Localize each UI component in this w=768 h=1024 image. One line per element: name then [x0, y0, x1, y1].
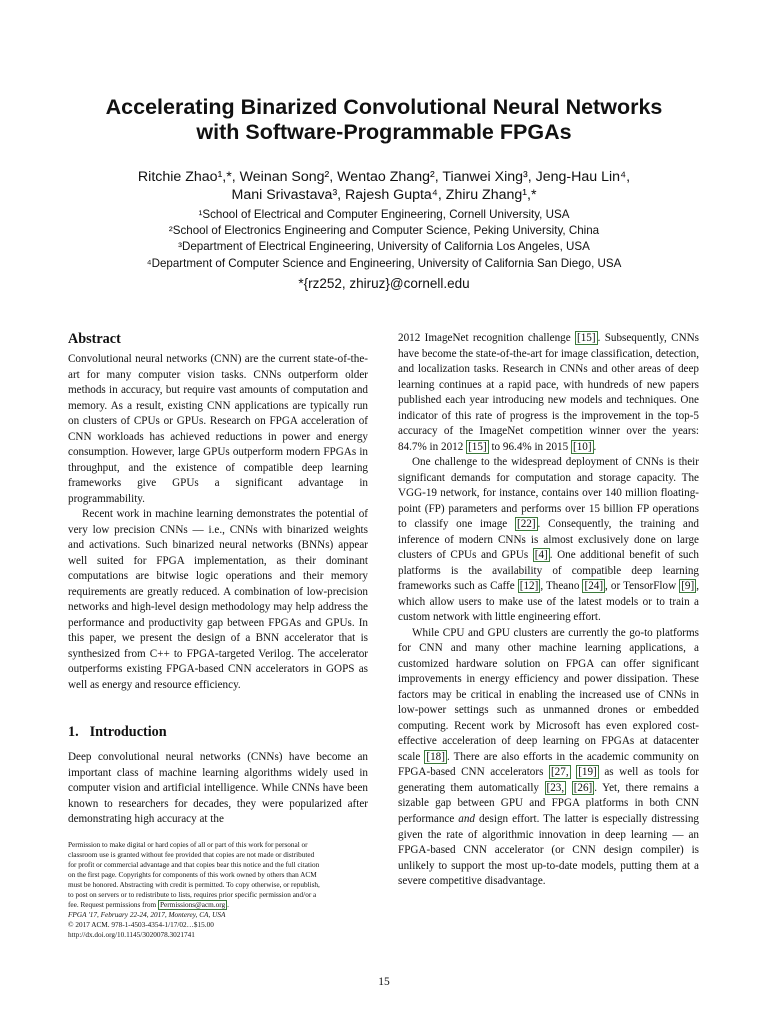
right-paragraph-1	[398, 331, 699, 455]
citation-link[interactable]: [27,	[550, 766, 569, 779]
authors-line-1: Ritchie Zhao¹,*, Weinan Song², Wentao Zhang², Tianwei Xing³, Jeng-Hau Lin⁴,	[137, 169, 631, 185]
text-run: , which allow users to make use of the latest models or to train a custom network with little engineering effort.	[398, 580, 700, 624]
abstract-paragraph-1: Convolutional neural networks (CNN) are the current state-of-the-art for many computer vision tasks. CNNs outperform older methods in accuracy, but require vast amounts of computation and memory. As a result, existing CNN applications are typically run on clusters of CPUs or GPUs. Research on FPGA acceleration of CNN workloads has achieved reductions in power and energy consumption. However, large GPUs outperform modern FPGAs in throughput, and the existence of compatible deep learning frameworks give GPUs a significant advantage in programmability.	[68, 353, 368, 505]
doi-link[interactable]: http://dx.doi.org/10.1145/3020078.3021741	[68, 931, 195, 939]
text-run: to 96.4% in 2015	[488, 440, 571, 453]
footnote-line: classroom use is granted without fee provided that copies are not made or distributed	[68, 851, 315, 859]
conference-info: FPGA '17, February 22-24, 2017, Monterey, CA, USA	[68, 911, 226, 919]
footnote-line: Permission to make digital or hard copies of all or part of this work for personal or	[68, 841, 308, 849]
text-run: , Theano	[540, 580, 583, 593]
text-run: One challenge to the widespread deployment of CNNs is their significant demands for computation and storage capacity. The VGG-19 network, for instance, contains over 140 million floating-point (FP) parameters and performs over 15 billion FP operations to classify one image	[398, 456, 699, 531]
text-run: as well as tools for generating them automatically	[398, 766, 699, 794]
citation-link[interactable]: [12]	[519, 580, 539, 593]
right-column	[398, 331, 699, 890]
citation-link[interactable]: [4]	[534, 549, 548, 562]
text-run: . Yet, there remains a sizable gap between GPU and FPGA platforms in both CNN performance	[398, 781, 699, 825]
text-run: While CPU and GPU clusters are currently the go-to platforms for CNN and many other machine learning applications, a customized hardware solution on FPGA can offer significant improvements in energy efficiency and power dissipation. These factors may be critical in enabling the increased use of CNNs in low-power settings such as unmanned drones or embedded computing. Recent work by Microsoft has even explored cost-effective acceleration of deep learning on FPGAs at datacenter scale	[398, 626, 699, 763]
abstract-paragraph-2: Recent work in machine learning demonstrates the potential of very low precision CNNs — i.e., CNNs with binarized weights and activations. Such binarized neural networks (BNNs) appear well suited for FPGA implementation, as their dominant computations are bitwise logic operations and their memory requirements are greatly reduced. A combination of low-precision networks and high-level design methodology may help address the performance and productivity gap between FPGAs and GPUs. In this paper, we present the design of a BNN accelerator that is synthesized from C++ to FPGA-targeted Verilog. The accelerator outperforms existing FPGA-based CNN accelerators in GOPS as well as energy and resource efficiency.	[68, 508, 368, 691]
section-number: 1.	[68, 724, 79, 741]
permission-footnote	[68, 840, 368, 940]
footnote-line: must be honored. Abstracting with credit is permitted. To copy otherwise, or republish,	[68, 881, 320, 889]
citation-link[interactable]: [24]	[584, 580, 604, 593]
affiliation-3: ³Department of Electrical Engineering, University of California Los Angeles, USA	[178, 240, 590, 254]
abstract-heading: Abstract	[68, 331, 121, 347]
section-title: Introduction	[89, 724, 167, 741]
section-heading-introduction	[68, 723, 368, 741]
footnote-text: fee. Request permissions from	[68, 901, 159, 909]
citation-link[interactable]: [19]	[578, 766, 597, 779]
paper-title	[40, 95, 728, 145]
citation-link[interactable]: [22]	[516, 518, 536, 531]
title-line-1: Accelerating Binarized Convolutional Neural Networks	[105, 95, 663, 119]
intro-paragraph-1: Deep convolutional neural networks (CNNs) have become an important class of machine learning algorithms widely used in computer vision and artificial intelligence. While CNNs have been known to researchers for decades, they were popularized after demonstrating high accuracy at the	[68, 751, 368, 826]
affiliation-1: ¹School of Electrical and Computer Engineering, Cornell University, USA	[198, 208, 570, 221]
affiliation-4: ⁴Department of Computer Science and Engineering, University of California San Diego, USA	[146, 256, 622, 270]
copyright-line: © 2017 ACM. 978-1-4503-4354-1/17/02…$15.00	[68, 921, 214, 929]
footnote-line: to post on servers or to redistribute to lists, requires prior specific permission and/or a	[68, 891, 317, 899]
text-run: , or TensorFlow	[605, 580, 680, 593]
right-paragraph-3	[398, 626, 699, 890]
affiliation-2: ²School of Electronics Engineering and Computer Science, Peking University, China	[168, 224, 600, 238]
emphasis-and: and	[458, 812, 475, 825]
authors-line-2: Mani Srivastava³, Rajesh Gupta⁴, Zhiru Zhang¹,*	[231, 186, 537, 203]
contact-email: *{rz252, zhiruz}@cornell.edu	[298, 276, 470, 291]
citation-link[interactable]: [18]	[426, 750, 445, 763]
footnote-line	[68, 900, 368, 910]
citation-link[interactable]: [10]	[572, 440, 592, 453]
right-paragraph-2	[398, 455, 699, 626]
citation-link[interactable]: [9]	[681, 580, 695, 593]
citation-link[interactable]: [26]	[573, 781, 593, 794]
citation-link[interactable]: [15]	[468, 440, 487, 453]
text-run: . Consequently, the training and inference of modern CNNs is almost exclusively done on large clusters of CPUs and GPUs	[398, 518, 699, 562]
text-run: . One additional benefit of such platforms is the availability of compatible deep learning frameworks such as Caffe	[398, 549, 699, 593]
footnote-line: on the first page. Copyrights for components of this work owned by others than ACM	[68, 871, 317, 879]
footnote-line: for profit or commercial advantage and that copies bear this notice and the full citation	[68, 861, 320, 869]
text-run: . Subsequently, CNNs have become the state-of-the-art for image classification, detection, and localization tasks. Research in CNNs and other areas of deep learning continues at a rapid pace, with hundreds of new papers published each year introducing new models and techniques. One indicator of this rate of progress is the improvement in the top-5 accuracy of the ImageNet competition winner over the years: 84.7% in 2012	[398, 332, 699, 453]
left-column	[68, 330, 368, 828]
text-run: . There are also efforts in the academic community on FPGA-based CNN accelerators	[398, 750, 699, 779]
permissions-email-link[interactable]: Permissions@acm.org	[160, 901, 226, 909]
author-list	[40, 169, 728, 204]
affiliations	[40, 207, 728, 272]
text-run: design effort. The latter is especially distressing given the rate of algorithmic innovation in deep learning — an FPGA-based CNN accelerator (or CNN design compiler) is unlikely to support the most up-to-date models, putting them at a severe competitive disadvantage.	[398, 812, 699, 888]
citation-link[interactable]: [23,	[546, 781, 565, 794]
citation-link[interactable]: [15]	[577, 332, 596, 344]
page-number: 15	[378, 976, 390, 988]
title-line-2: with Software-Programmable FPGAs	[196, 120, 572, 144]
text-run: 2012 ImageNet recognition challenge	[398, 332, 575, 344]
footnote-text: .	[227, 901, 229, 909]
text-run: .	[593, 440, 597, 453]
